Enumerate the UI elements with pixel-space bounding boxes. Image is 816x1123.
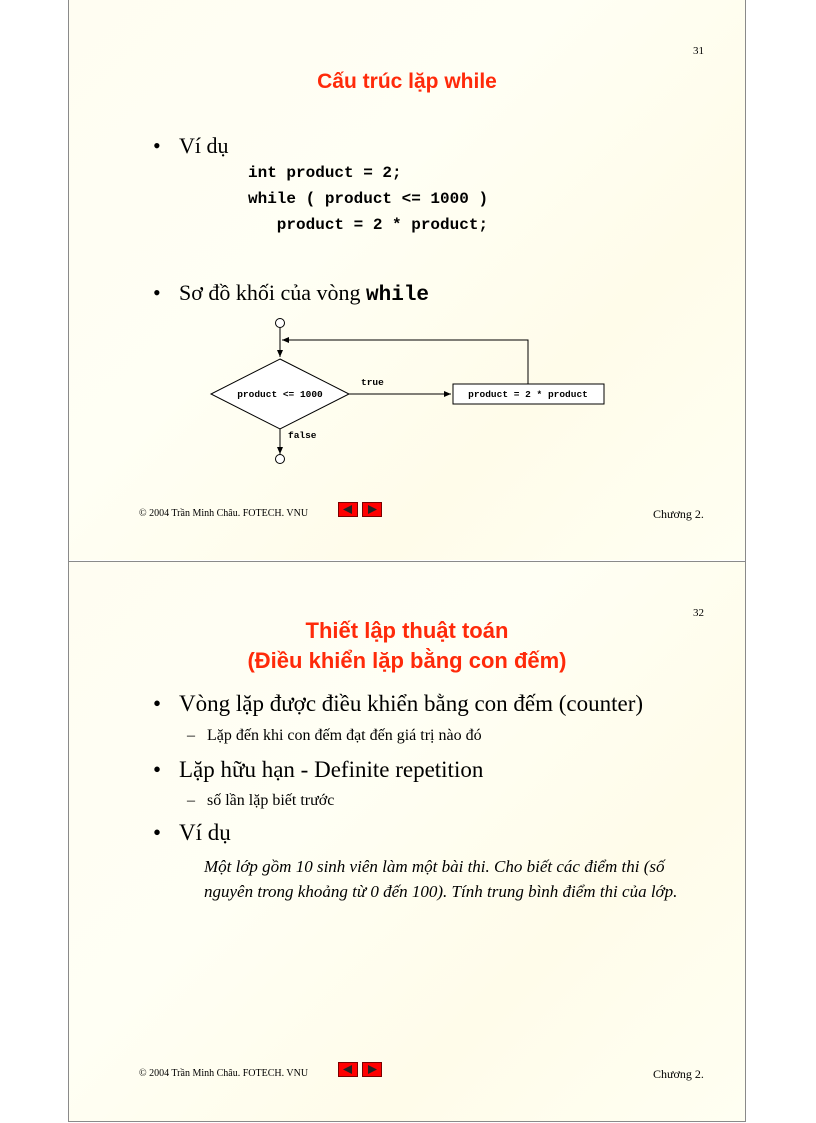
while-keyword: while [366,284,430,307]
arrow-left-icon [339,1063,357,1076]
arrow-right-icon [363,1063,381,1076]
slide-32 [69,562,745,1121]
prev-slide-button[interactable] [338,502,358,517]
prev-slide-button[interactable] [338,1062,358,1077]
next-slide-button[interactable] [362,1062,382,1077]
page-number: 31 [693,45,704,57]
loop-back-arrow [282,340,528,384]
bullet-text: Ví dụ [179,133,229,158]
while-flowchart [199,312,619,472]
code-line-3: product = 2 * product; [248,216,489,234]
slide-title: Cấu trúc lặp while [317,70,497,93]
bullet-dot: • [153,820,162,845]
footer-chapter: Chương 2. [653,1067,704,1081]
bullet-example [153,820,231,846]
arrow-left-icon [339,503,357,516]
footer-copyright: © 2004 Trần Minh Châu. FOTECH. VNU [139,508,309,519]
false-label: false [288,430,317,441]
end-node [276,455,285,464]
next-slide-button[interactable] [362,502,382,517]
bullet-counter-loop [153,691,643,717]
bullet-text: Ví dụ [179,820,231,845]
true-label: true [361,377,384,388]
slide-title-line-1: Thiết lập thuật toán [305,618,509,643]
bullet-flowchart [153,280,429,307]
page-number: 32 [693,607,704,619]
bullet-dot: • [153,133,161,158]
slide-title-line-2: (Điều khiển lặp bằng con đếm) [247,648,567,673]
bullet-definite [153,757,483,783]
bullet-text: Vòng lặp được điều khiển bằng con đếm (counter) [179,691,644,716]
code-line-2: while ( product <= 1000 ) [248,190,489,208]
example-text: Một lớp gồm 10 sinh viên làm một bài thi. Cho biết các điểm thi (số nguyên trong khoảng từ 0 đến 100). Tính trung bình điểm thi của lớp. [204,857,678,901]
sub-text: Lặp đến khi con đếm đạt đến giá trị nào đó [207,727,482,744]
action-label: product = 2 * product [468,389,588,400]
sub-bullet-1 [187,727,482,745]
dash: – [187,792,195,809]
code-line-1: int product = 2; [248,164,402,182]
sub-text: số lần lặp biết trước [207,792,335,809]
sub-bullet-2 [187,792,334,810]
condition-label: product <= 1000 [237,389,323,400]
arrow-right-icon [363,503,381,516]
bullet-text: Sơ đồ khối của vòng [179,280,367,305]
dash: – [187,727,195,744]
bullet-text: Lặp hữu hạn - Definite repetition [179,757,484,782]
bullet-dot: • [153,757,162,782]
footer-copyright: © 2004 Trần Minh Châu. FOTECH. VNU [139,1068,309,1079]
start-node [276,319,285,328]
bullet-example [153,133,229,159]
bullet-dot: • [153,691,162,716]
slide-31 [69,0,745,560]
footer-chapter: Chương 2. [653,507,704,521]
bullet-dot: • [153,280,161,305]
